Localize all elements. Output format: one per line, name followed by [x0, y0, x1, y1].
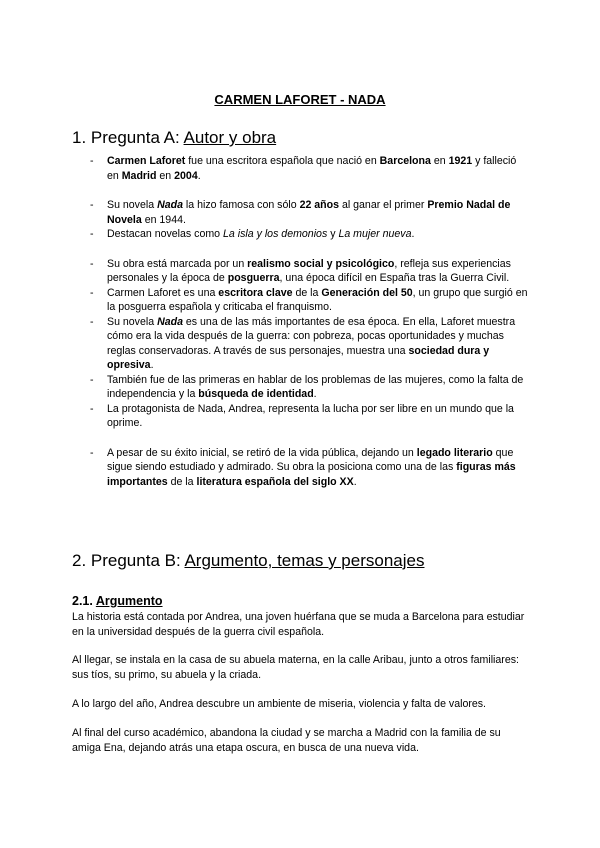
bullet-dash: -: [90, 446, 94, 459]
section-1-bullet-list: [90, 154, 530, 489]
bullet-dash: -: [90, 315, 94, 328]
list-item: - Su obra está marcada por un realismo social y psicológico, refleja sus experiencias personales y la época de posguerra, una época difícil en España tras la Guerra Civil.: [90, 257, 511, 284]
document-title: CARMEN LAFORET - NADA: [214, 92, 386, 107]
list-item: - Carmen Laforet fue una escritora española que nació en Barcelona en 1921 y falleció en Madrid en 2004.: [90, 155, 517, 182]
paragraph: La historia está contada por Andrea, una joven huérfana que se muda a Barcelona para estudiar en la universidad después de la guerra civil española.: [72, 611, 525, 638]
bullet-dash: -: [90, 257, 94, 270]
paragraph: Al llegar, se instala en la casa de su abuela materna, en la calle Aribau, junto a otros familiares: sus tíos, su primo, su abuela y la criada.: [72, 654, 519, 681]
section-2-heading: [72, 551, 424, 571]
list-item: - También fue de las primeras en hablar de los problemas de las mujeres, como la falta de independencia y la búsqueda de identidad.: [90, 373, 524, 400]
bullet-dash: -: [90, 228, 94, 240]
list-item: - La protagonista de Nada, Andrea, representa la lucha por ser libre en un mundo que la oprime.: [90, 402, 514, 429]
list-item: - Destacan novelas como La isla y los demonios y La mujer nueva.: [90, 228, 415, 240]
section-1-heading: [72, 128, 276, 148]
paragraph: A lo largo del año, Andrea descubre un ambiente de miseria, violencia y falta de valores.: [72, 698, 486, 710]
bullet-dash: -: [90, 402, 94, 415]
bullet-dash: -: [90, 373, 94, 386]
list-item: - Su novela Nada es una de las más importantes de esa época. En ella, Laforet muestra cómo era la vida después de la guerra: con pobreza, pocas oportunidades y muchas reglas conservadoras. A través de sus personajes, muestra una sociedad dura y opresiva.: [90, 315, 516, 371]
list-item: - A pesar de su éxito inicial, se retiró de la vida pública, dejando un legado literario que sigue siendo estudiado y admirado. Su obra la posiciona como una de las figuras más importantes de la literatura española del siglo XX.: [90, 446, 516, 488]
bullet-dash: -: [90, 286, 94, 299]
list-item: - Carmen Laforet es una escritora clave de la Generación del 50, un grupo que surgió en la posguerra española y criticaba el franquismo.: [90, 286, 528, 313]
section-2-title: Argumento, temas y personajes: [184, 551, 425, 570]
section-1-title: Autor y obra: [183, 128, 277, 147]
list-item: - Su novela Nada la hizo famosa con sólo 22 años al ganar el primer Premio Nadal de Novela en 1944.: [90, 199, 511, 226]
section-1-prefix: 1. Pregunta A:: [72, 128, 184, 147]
bullet-dash: -: [90, 199, 94, 211]
paragraph: Al final del curso académico, abandona la ciudad y se marcha a Madrid con la familia de su amiga Ena, dejando atrás una etapa oscura, en busca de una nueva vida.: [72, 727, 501, 754]
bullet-dash: -: [90, 155, 94, 167]
section-2-prefix: 2. Pregunta B:: [72, 551, 185, 570]
subsection-2-1-heading: 2.1. Argumento: [72, 594, 163, 608]
